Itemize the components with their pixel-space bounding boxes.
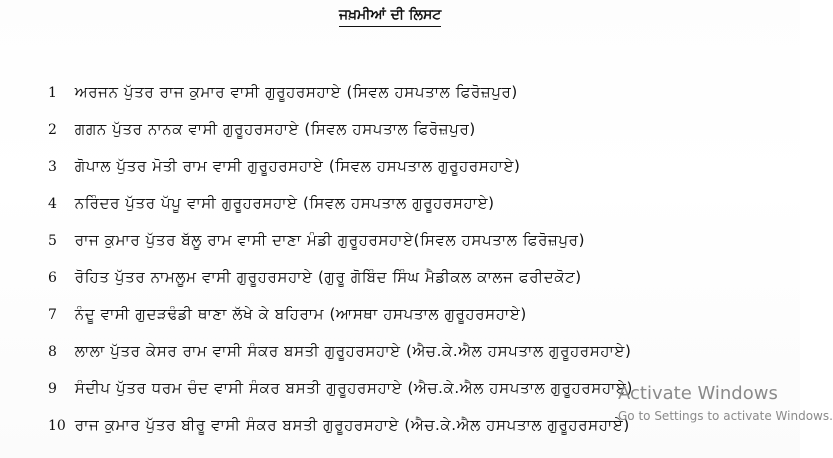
- list-item-text: ਗੋਪਾਲ ਪੁੱਤਰ ਮੋਤੀ ਰਾਮ ਵਾਸੀ ਗੁਰੂਹਰਸਹਾਏ (ਸਿਵਲ ਹਸਪਤਾਲ ਗੁਰੂਹਰਸਹਾਏ): [74, 157, 521, 175]
- list-item: [48, 413, 630, 437]
- activate-windows-watermark: [618, 383, 833, 424]
- list-item: [48, 265, 582, 289]
- list-item-number: 8: [48, 344, 57, 360]
- list-item-number: 10: [48, 418, 66, 434]
- list-item-number: 5: [48, 233, 57, 249]
- list-item-number: 1: [48, 85, 57, 101]
- list-item: [48, 302, 527, 326]
- list-item-text: ਰਾਜ ਕੁਮਾਰ ਪੁੱਤਰ ਬੱਲੂ ਰਾਮ ਵਾਸੀ ਦਾਣਾ ਮੰਡੀ ਗੁਰੂਹਰਸਹਾਏ(ਸਿਵਲ ਹਸਪਤਾਲ ਫਿਰੋਜ਼ਪੁਰ): [74, 231, 586, 249]
- watermark-title: Activate Windows: [618, 383, 778, 404]
- list-item-number: 7: [48, 307, 57, 323]
- list-item-text: ਰੋਹਿਤ ਪੁੱਤਰ ਨਾਮਲੂਮ ਵਾਸੀ ਗੁਰੂਹਰਸਹਾਏ (ਗੁਰੂ ਗੋਬਿੰਦ ਸਿੰਘ ਮੈਡੀਕਲ ਕਾਲਜ ਫਰੀਦਕੋਟ): [74, 268, 582, 286]
- list-item-text: ਗਗਨ ਪੁੱਤਰ ਨਾਨਕ ਵਾਸੀ ਗੁਰੂਹਰਸਹਾਏ (ਸਿਵਲ ਹਸਪਤਾਲ ਫਿਰੋਜ਼ਪੁਰ): [74, 120, 476, 138]
- list-item: [48, 376, 633, 400]
- list-item-text: ਨੰਦੂ ਵਾਸੀ ਗੁਦੜਢੰਡੀ ਥਾਣਾ ਲੱਖੇ ਕੇ ਬਹਿਰਾਮ (ਆਸਥਾ ਹਸਪਤਾਲ ਗੁਰੂਹਰਸਹਾਏ): [74, 305, 527, 323]
- list-item: [48, 117, 476, 141]
- list-item-text: ਅਰਜਨ ਪੁੱਤਰ ਰਾਜ ਕੁਮਾਰ ਵਾਸੀ ਗੁਰੂਹਰਸਹਾਏ (ਸਿਵਲ ਹਸਪਤਾਲ ਫਿਰੋਜ਼ਪੁਰ): [74, 83, 518, 101]
- watermark-subtitle: Go to Settings to activate Windows.: [618, 409, 833, 423]
- list-item: [48, 191, 495, 215]
- list-item-number: 9: [48, 381, 57, 397]
- list-item: [48, 154, 520, 178]
- list-item-number: 4: [48, 196, 57, 212]
- list-item-text: ਨਰਿੰਦਰ ਪੁੱਤਰ ਪੱਪੂ ਵਾਸੀ ਗੁਰੂਹਰਸਹਾਏ (ਸਿਵਲ ਹਸਪਤਾਲ ਗੁਰੂਹਰਸਹਾਏ): [74, 194, 495, 212]
- list-item-text: ਰਾਜ ਕੁਮਾਰ ਪੁੱਤਰ ਬੀਰੂ ਵਾਸੀ ਸੰਕਰ ਬਸਤੀ ਗੁਰੂਹਰਸਹਾਏ (ਐਚ.ਕੇ.ਐਲ ਹਸਪਤਾਲ ਗੁਰੂਹਰਸਹਾਏ): [74, 416, 630, 434]
- list-item-number: 3: [48, 159, 57, 175]
- list-item-text: ਲਾਲਾ ਪੁੱਤਰ ਕੇਸਰ ਰਾਮ ਵਾਸੀ ਸੰਕਰ ਬਸਤੀ ਗੁਰੂਹਰਸਹਾਏ (ਐਚ.ਕੇ.ਐਲ ਹਸਪਤਾਲ ਗੁਰੂਹਰਸਹਾਏ): [74, 342, 632, 360]
- list-item: [48, 228, 585, 252]
- list-item-number: 2: [48, 122, 57, 138]
- list-item: [48, 80, 518, 104]
- document-title: ਜਖ਼ਮੀਆਂ ਦੀ ਲਿਸਟ: [339, 6, 441, 27]
- list-item-text: ਸੰਦੀਪ ਪੁੱਤਰ ਧਰਮ ਚੰਦ ਵਾਸੀ ਸੰਕਰ ਬਸਤੀ ਗੁਰੂਹਰਸਹਾਏ (ਐਚ.ਕੇ.ਐਲ ਹਸਪਤਾਲ ਗੁਰੂਹਰਸਹਾਏ): [74, 379, 633, 397]
- list-item: [48, 339, 631, 363]
- list-item-number: 6: [48, 270, 57, 286]
